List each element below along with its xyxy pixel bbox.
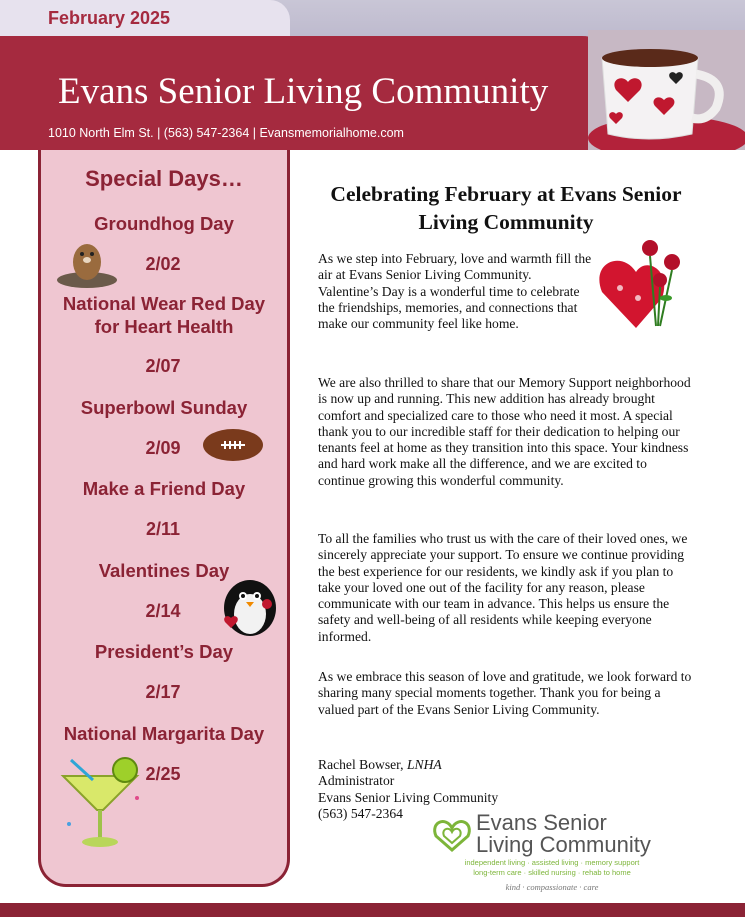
event-date: 2/09 — [145, 438, 181, 458]
month-tab — [0, 0, 290, 38]
heart-roses-icon — [594, 236, 694, 332]
logo-line1: Evans Senior — [476, 810, 607, 835]
margarita-glass-icon — [53, 746, 147, 856]
logo-services-line2: long-term care · skilled nursing · rehab to home — [473, 868, 631, 877]
event-date: 2/02 — [145, 254, 181, 274]
article-paragraph: We are also thrilled to share that our Memory Support neighborhood is now up and running. This new addition has already brought comfort and specialized care to those who need it most. A special thank you to our incredible staff for their dedication to helping our tenants feel at home as they transition into this space. Your kindness and hard work make all the difference, and we are excited to continue growing this wonderful community. — [318, 375, 691, 488]
logo-name — [476, 812, 651, 856]
sidebar-title: Special Days… — [85, 166, 243, 191]
event-date: 2/11 — [145, 519, 181, 539]
article-paragraph: As we embrace this season of love and gratitude, we look forward to sharing many special moments together. Thank you for being a valued part of the Evans Senior Living Community. — [318, 669, 692, 717]
event-name: Superbowl Sunday — [80, 397, 248, 418]
heart-logo-icon — [432, 818, 472, 852]
special-days-sidebar — [38, 150, 290, 887]
signature-credential: LNHA — [406, 757, 442, 772]
event-name: Make a Friend Day — [82, 478, 246, 499]
event-name: Groundhog Day — [94, 213, 234, 234]
event-name: President’s Day — [94, 641, 234, 662]
logo-motto: kind · compassionate · care — [505, 882, 599, 892]
article-paragraph: As we step into February, love and warmth fill the air at Evans Senior Living Community. Valentine’s Day is a wonderful time to celebrate the friendships, memories, and connections that make our community feel like home. — [318, 251, 592, 332]
event-date: 2/17 — [145, 682, 181, 702]
signature-name: Rachel Bowser, — [318, 757, 404, 772]
event-name: National Margarita Day — [63, 723, 265, 744]
valentine-mug-image — [588, 30, 745, 150]
event-date: 2/07 — [145, 356, 181, 376]
newsletter-month: February 2025 — [48, 8, 171, 28]
contact-line: 1010 North Elm St. | (563) 547-2364 | Evansmemorialhome.com — [48, 126, 404, 140]
event-name: National Wear Red Day for Heart Health — [62, 293, 266, 337]
penguin-icon — [219, 574, 281, 638]
football-icon — [201, 426, 265, 464]
event-date: 2/14 — [145, 601, 181, 621]
signature-org: Evans Senior Living Community — [318, 789, 499, 805]
signature-role: Administrator — [318, 773, 395, 789]
event-date: 2/25 — [145, 764, 181, 784]
groundhog-icon — [55, 232, 119, 288]
event-name: Valentines Day — [98, 560, 230, 581]
signature-phone: (563) 547-2364 — [318, 805, 403, 821]
footer-bar — [0, 903, 745, 917]
article-paragraph: To all the families who trust us with the care of their loved ones, we sincerely appreciate your support. To ensure we continue providing the best experience for our residents, we kindly ask if you plan to take your loved one out of the facility for any reason, please communicate with our team in advance. This helps us ensure the safety and well-being of all residents while keeping everyone informed. — [318, 531, 688, 644]
logo-line2: Living Community — [476, 832, 651, 857]
community-logo — [432, 812, 672, 897]
newsletter-title: Evans Senior Living Community — [58, 71, 549, 112]
logo-services-line1: independent living · assisted living · memory support — [464, 858, 640, 867]
article-title: Celebrating February at Evans Senior Living Community — [330, 182, 682, 234]
